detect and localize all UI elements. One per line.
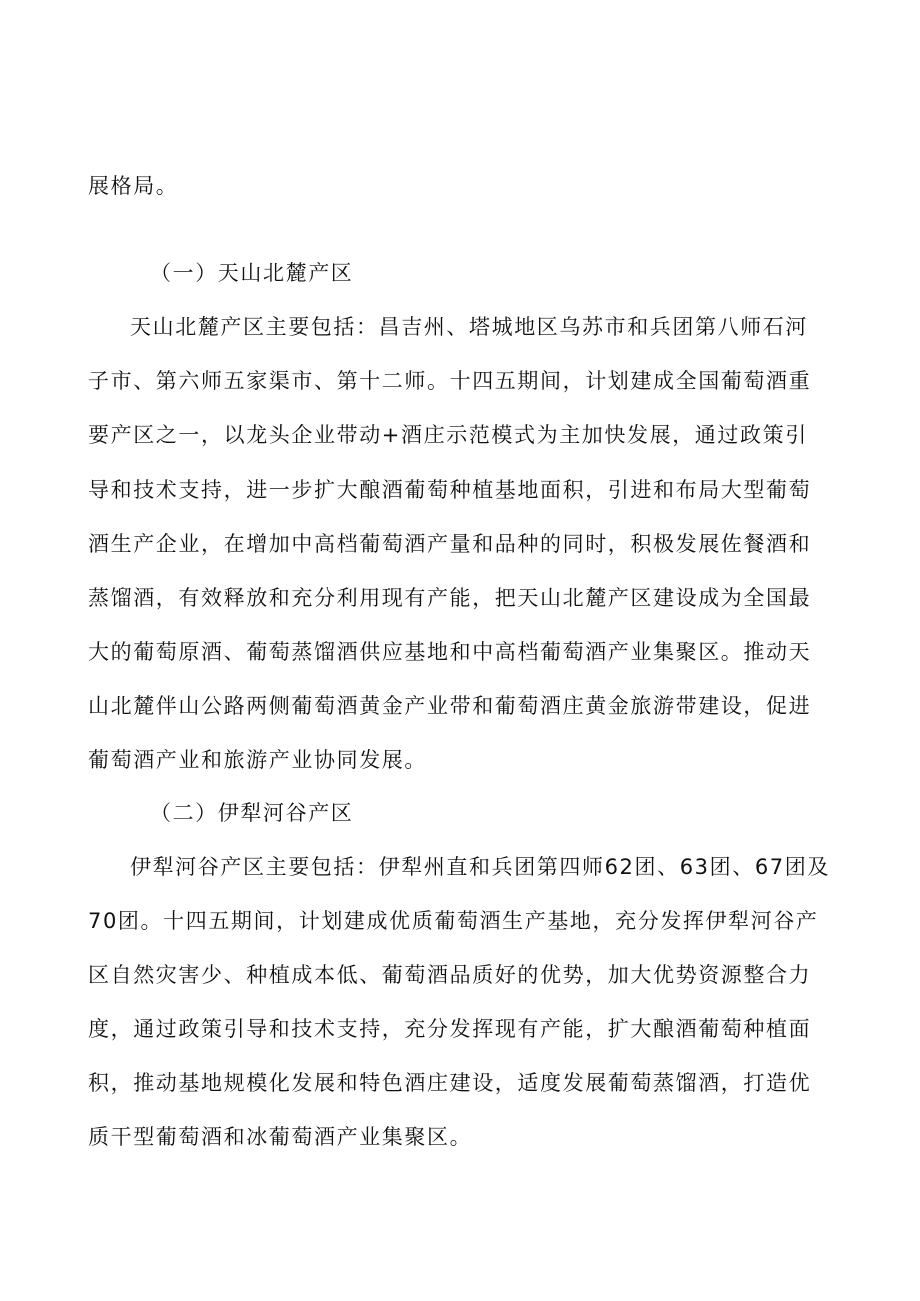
paragraph-line: 区自然灾害少、种植成本低、葡萄酒品质好的优势，加大优势资源整合力	[88, 963, 812, 987]
paragraph-line: 子市、第六师五家渠市、第十二师。十四五期间，计划建成全国葡萄酒重	[88, 369, 812, 393]
paragraph-line: 大的葡萄原酒、葡萄蒸馏酒供应基地和中高档葡萄酒产业集聚区。推动天	[88, 640, 812, 664]
paragraph-line: 度，通过政策引导和技术支持，充分发挥现有产能，扩大酿酒葡萄种植面	[88, 1017, 812, 1041]
paragraph-line: 导和技术支持，进一步扩大酿酒葡萄种植基地面积，引进和布局大型葡萄	[88, 478, 812, 502]
paragraph-line: 质干型葡萄酒和冰葡萄酒产业集聚区。	[88, 1125, 473, 1149]
paragraph-line: 酒生产企业，在增加中高档葡萄酒产量和品种的同时，积极发展佐餐酒和	[88, 532, 812, 556]
section-heading-yili: （二）伊犁河谷产区	[150, 801, 354, 825]
paragraph-line: 天山北麓产区主要包括：昌吉州、塔城地区乌苏市和兵团第八师石河	[130, 315, 808, 339]
continuation-text: 展格局。	[88, 174, 179, 198]
paragraph-line: 70团。十四五期间，计划建成优质葡萄酒生产基地，充分发挥伊犁河谷产	[88, 909, 819, 933]
paragraph-line: 伊犁河谷产区主要包括：伊犁州直和兵团第四师62团、63团、67团及	[130, 855, 830, 879]
paragraph-line: 葡萄酒产业和旅游产业协同发展。	[88, 748, 427, 772]
paragraph-line: 山北麓伴山公路两侧葡萄酒黄金产业带和葡萄酒庄黄金旅游带建设，促进	[88, 694, 812, 718]
paragraph-line: 蒸馏酒，有效释放和充分利用现有产能，把天山北麓产区建设成为全国最	[88, 586, 812, 610]
paragraph-line: 积，推动基地规模化发展和特色酒庄建设，适度发展葡萄蒸馏酒，打造优	[88, 1071, 812, 1095]
section-heading-tianshan: （一）天山北麓产区	[150, 261, 354, 285]
paragraph-line: 要产区之一，以龙头企业带动+酒庄示范模式为主加快发展，通过政策引	[88, 423, 808, 447]
